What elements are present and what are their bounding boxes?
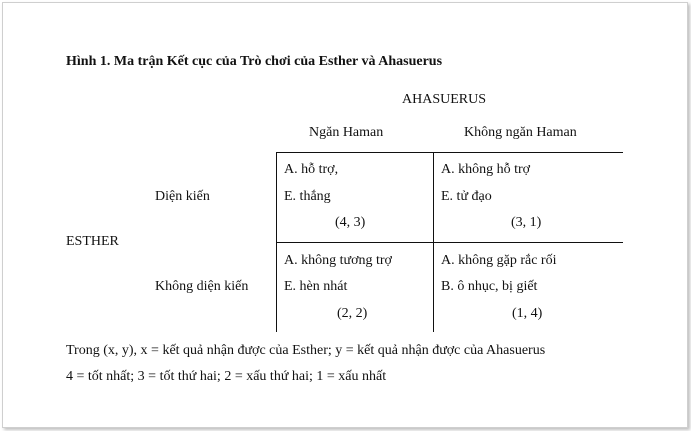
row-header-audience: Diện kiến (155, 189, 210, 204)
row-player-label: ESTHER (66, 234, 119, 249)
note-line-2: 4 = tốt nhất; 3 = tốt thứ hai; 2 = xấu thứ hai; 1 = xấu nhất (66, 369, 387, 384)
cell-0-1-line1: A. không hỗ trợ (441, 162, 531, 177)
grid-top-line (276, 152, 623, 153)
note-line-1: Trong (x, y), x = kết quả nhận được của Esther; y = kết quả nhận được của Ahasuerus (66, 343, 546, 358)
cell-1-1-line2: B. ô nhục, bị giết (441, 279, 538, 294)
cell-1-0-line1: A. không tương trợ (284, 253, 392, 268)
column-header-prevent: Ngăn Haman (309, 125, 384, 140)
cell-0-0-line2: E. thắng (284, 189, 331, 204)
cell-0-0-line1: A. hỗ trợ, (284, 162, 339, 177)
column-player-label: AHASUERUS (402, 92, 487, 107)
row-header-no-audience: Không diện kiến (155, 279, 249, 294)
figure-title: Hình 1. Ma trận Kết cục của Trò chơi của Esther và Ahasuerus (66, 54, 443, 69)
cell-1-1-line1: A. không gặp rắc rối (441, 253, 557, 268)
cell-0-1-line2: E. tử đạo (441, 189, 492, 204)
cell-1-1-payoff: (1, 4) (512, 306, 543, 321)
column-header-not-prevent: Không ngăn Haman (464, 125, 577, 140)
grid-left-line (276, 152, 277, 332)
grid-center-line (433, 152, 434, 332)
cell-1-0-payoff: (2, 2) (337, 306, 368, 321)
cell-1-0-line2: E. hèn nhát (284, 279, 348, 294)
grid-middle-line (276, 242, 623, 243)
cell-0-1-payoff: (3, 1) (511, 215, 542, 230)
cell-0-0-payoff: (4, 3) (335, 215, 366, 230)
